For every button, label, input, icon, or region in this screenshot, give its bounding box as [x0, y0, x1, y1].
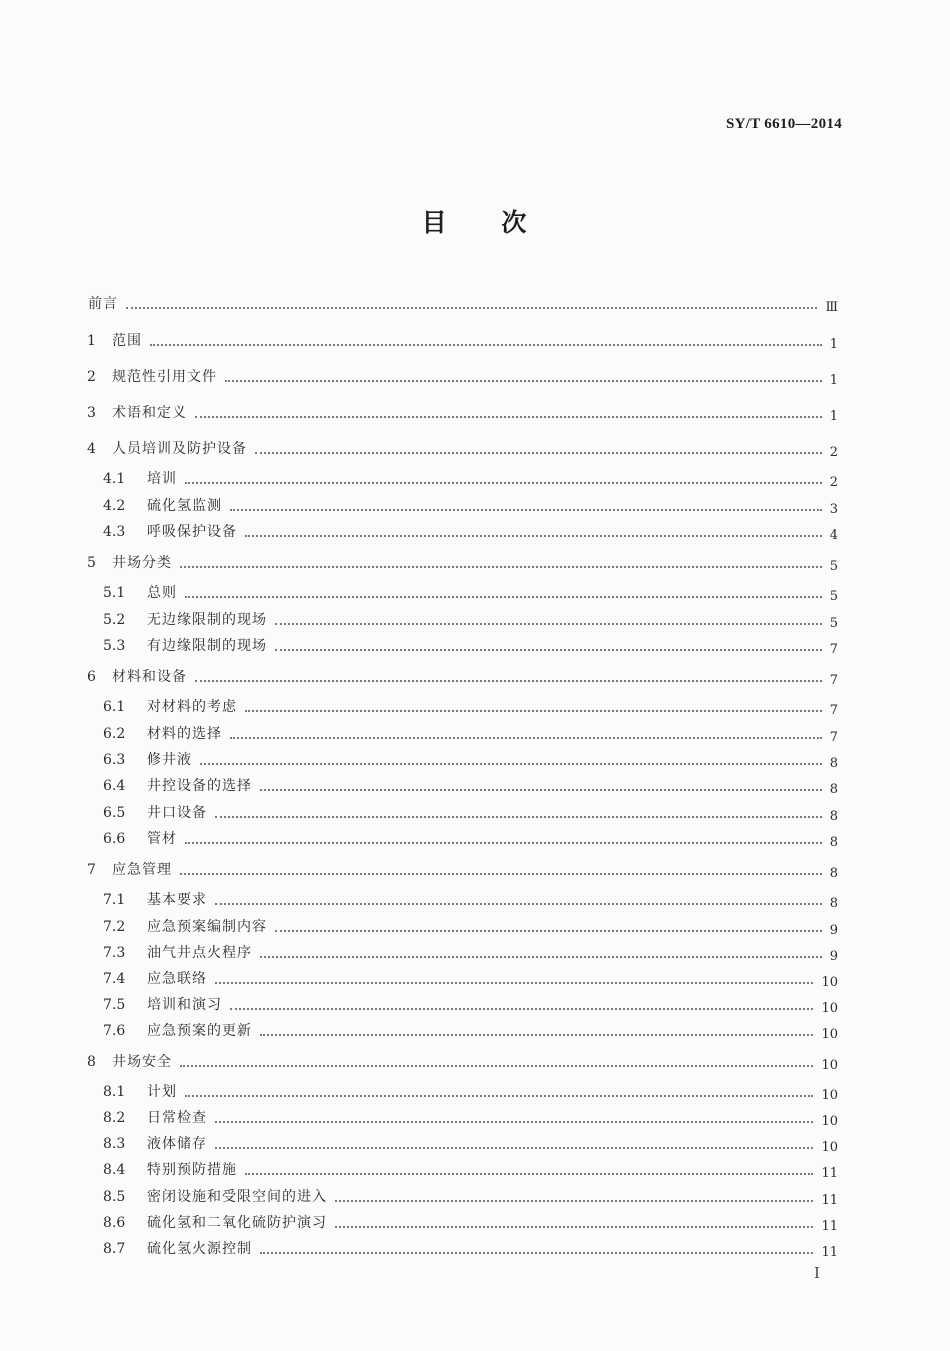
toc-entry[interactable]: [0, 1238, 950, 1260]
toc-entry-page-number: 10: [821, 975, 838, 990]
toc-entry-label: 对材料的考虑: [147, 699, 237, 715]
toc-entry-page-number: 10: [821, 1140, 838, 1155]
toc-entry-page-number: 2: [829, 445, 838, 460]
toc-entry-number: 8: [87, 1054, 96, 1070]
toc-entry[interactable]: [0, 468, 950, 490]
toc-entry-number: 5.3: [103, 638, 126, 654]
toc-entry-label: 总则: [147, 585, 177, 601]
toc-entry-label: 井场分类: [112, 555, 172, 571]
toc-entry-number: 8.6: [103, 1215, 126, 1231]
toc-entry[interactable]: [0, 916, 950, 938]
toc-entry-number: 6.4: [103, 778, 126, 794]
toc-entry-number: 6.3: [103, 752, 126, 768]
dot-leader: [180, 873, 822, 875]
toc-entry[interactable]: [0, 696, 950, 718]
toc-entry[interactable]: [0, 1051, 950, 1073]
dot-leader: [245, 535, 822, 537]
toc-entry-number: 7.3: [103, 945, 126, 961]
toc-entry-label: 培训: [147, 471, 177, 487]
dot-leader: [215, 1147, 813, 1149]
toc-entry-number: 8.5: [103, 1189, 126, 1205]
toc-entry-label: 呼吸保护设备: [147, 524, 237, 540]
toc-entry[interactable]: [0, 366, 950, 388]
dot-leader: [335, 1226, 813, 1228]
toc-entry-number: 7.5: [103, 997, 126, 1013]
toc-entry-label: 井口设备: [147, 805, 207, 821]
dot-leader: [260, 1252, 813, 1254]
toc-entry-label: 应急管理: [112, 862, 172, 878]
toc-entry[interactable]: [0, 749, 950, 771]
dot-leader: [230, 737, 822, 739]
dot-leader: [215, 982, 813, 984]
dot-leader: [245, 1173, 813, 1175]
toc-entry-page-number: 8: [829, 809, 838, 824]
dot-leader: [215, 903, 822, 905]
toc-entry[interactable]: [0, 635, 950, 657]
dot-leader: [215, 816, 822, 818]
toc-entry-page-number: 11: [821, 1245, 838, 1260]
dot-leader: [245, 710, 822, 712]
dot-leader: [335, 1200, 813, 1202]
toc-entry-number: 6: [87, 669, 96, 685]
toc-entry-label: 硫化氢和二氧化硫防护演习: [147, 1215, 327, 1231]
toc-entry-label: 油气井点火程序: [147, 945, 252, 961]
dot-leader: [230, 1008, 813, 1010]
dot-leader: [260, 789, 822, 791]
toc-entry-label: 人员培训及防护设备: [112, 441, 247, 457]
toc-entry-number: 8.2: [103, 1110, 126, 1126]
dot-leader: [275, 649, 822, 651]
toc-entry-page-number: 8: [829, 756, 838, 771]
toc-entry[interactable]: [0, 1020, 950, 1042]
toc-entry-page-number: 11: [821, 1219, 838, 1234]
toc-entry[interactable]: [0, 521, 950, 543]
toc-entry-label: 材料的选择: [147, 726, 222, 742]
dot-leader: [180, 566, 822, 568]
toc-entry-label: 硫化氢火源控制: [147, 1241, 252, 1257]
toc-entry-number: 4.2: [103, 498, 126, 514]
toc-entry-number: 5: [87, 555, 96, 571]
toc-entry[interactable]: [0, 1159, 950, 1181]
toc-entry-number: 4.3: [103, 524, 126, 540]
toc-entry-page-number: 10: [821, 1027, 838, 1042]
toc-entry-label: 计划: [147, 1084, 177, 1100]
toc-entry-label: 应急联络: [147, 971, 207, 987]
toc-entry[interactable]: [0, 1186, 950, 1208]
dot-leader: [230, 509, 822, 511]
toc-entry-number: 3: [87, 405, 96, 421]
toc-entry[interactable]: [0, 582, 950, 604]
toc-entry-page-number: 7: [829, 642, 838, 657]
dot-leader: [275, 930, 822, 932]
toc-entry[interactable]: [0, 1107, 950, 1129]
toc-entry-page-number: 11: [821, 1193, 838, 1208]
dot-leader: [260, 1034, 813, 1036]
page-folio: I: [814, 1264, 820, 1282]
dot-leader: [150, 344, 822, 346]
toc-entry-label: 规范性引用文件: [112, 369, 217, 385]
toc-entry-number: 8.4: [103, 1162, 126, 1178]
toc-entry-label: 培训和演习: [147, 997, 222, 1013]
toc-entry[interactable]: [0, 775, 950, 797]
dot-leader: [215, 1121, 813, 1123]
standard-code: SY/T 6610—2014: [725, 116, 842, 132]
toc-entry-page-number: Ⅲ: [825, 300, 838, 315]
toc-entry-number: 5.1: [103, 585, 126, 601]
toc-entry-page-number: 5: [829, 589, 838, 604]
toc-entry-page-number: 10: [821, 1001, 838, 1016]
toc-entry-page-number: 8: [829, 782, 838, 797]
toc-entry-page-number: 10: [821, 1058, 838, 1073]
toc-entry-number: 1: [87, 333, 96, 349]
toc-entry-label: 有边缘限制的现场: [147, 638, 267, 654]
toc-entry-label: 密闭设施和受限空间的进入: [147, 1189, 327, 1205]
toc-entry-label: 前言: [88, 296, 118, 312]
toc-entry-page-number: 8: [829, 835, 838, 850]
toc-entry-number: 8.7: [103, 1241, 126, 1257]
toc-entry[interactable]: [0, 402, 950, 424]
toc-entry[interactable]: [0, 723, 950, 745]
toc-entry-page-number: 8: [829, 896, 838, 911]
toc-entry-page-number: 7: [829, 730, 838, 745]
toc-entry-page-number: 1: [829, 373, 838, 388]
toc-entry-label: 井场安全: [112, 1054, 172, 1070]
toc-entry[interactable]: [0, 968, 950, 990]
toc-entry[interactable]: [0, 1133, 950, 1155]
dot-leader: [225, 380, 822, 382]
toc-entry-number: 4.1: [103, 471, 126, 487]
toc-entry-label: 硫化氢监测: [147, 498, 222, 514]
dot-leader: [185, 1095, 813, 1097]
toc-entry[interactable]: [0, 495, 950, 517]
toc-entry-page-number: 3: [829, 502, 838, 517]
toc-entry-number: 6.2: [103, 726, 126, 742]
toc-entry[interactable]: [0, 666, 950, 688]
toc-entry-label: 日常检查: [147, 1110, 207, 1126]
toc-entry-number: 7: [87, 862, 96, 878]
toc-entry[interactable]: [0, 828, 950, 850]
toc-entry-number: 5.2: [103, 612, 126, 628]
toc-entry[interactable]: [0, 330, 950, 352]
toc-entry[interactable]: [0, 994, 950, 1016]
toc-entry-label: 应急预案编制内容: [147, 919, 267, 935]
toc-entry-label: 范围: [112, 333, 142, 349]
dot-leader: [275, 623, 822, 625]
toc-entry[interactable]: [0, 438, 950, 460]
toc-entry-label: 修井液: [147, 752, 192, 768]
toc-entry-page-number: 2: [829, 475, 838, 490]
toc-entry-page-number: 7: [829, 673, 838, 688]
toc-entry-number: 6.1: [103, 699, 126, 715]
toc-entry[interactable]: [0, 1081, 950, 1103]
toc-entry-page-number: 9: [829, 923, 838, 938]
dot-leader: [255, 452, 822, 454]
toc-entry-page-number: 4: [829, 528, 838, 543]
dot-leader: [185, 596, 822, 598]
toc-entry-label: 管材: [147, 831, 177, 847]
toc-entry-page-number: 10: [821, 1114, 838, 1129]
toc-entry[interactable]: [0, 942, 950, 964]
toc-entry[interactable]: [0, 552, 950, 574]
toc-entry-page-number: 1: [829, 409, 838, 424]
toc-entry-page-number: 5: [829, 559, 838, 574]
toc-entry[interactable]: [0, 889, 950, 911]
toc-entry-page-number: 7: [829, 703, 838, 718]
toc-entry-number: 7.2: [103, 919, 126, 935]
dot-leader: [260, 956, 822, 958]
toc-entry-label: 基本要求: [147, 892, 207, 908]
toc-entry-number: 8.3: [103, 1136, 126, 1152]
dot-leader: [185, 482, 822, 484]
toc-entry-page-number: 8: [829, 866, 838, 881]
toc-entry-label: 液体储存: [147, 1136, 207, 1152]
toc-entry-number: 6.6: [103, 831, 126, 847]
toc-entry[interactable]: [0, 802, 950, 824]
toc-entry-number: 4: [87, 441, 96, 457]
toc-entry-number: 7.4: [103, 971, 126, 987]
dot-leader: [180, 1065, 813, 1067]
toc-entry[interactable]: [0, 609, 950, 631]
toc-entry-number: 2: [87, 369, 96, 385]
toc-entry-label: 井控设备的选择: [147, 778, 252, 794]
toc-entry-number: 8.1: [103, 1084, 126, 1100]
toc-entry-number: 6.5: [103, 805, 126, 821]
page-title: 目 次: [421, 208, 529, 237]
dot-leader: [126, 307, 817, 309]
toc-entry-label: 应急预案的更新: [147, 1023, 252, 1039]
toc-entry-page-number: 5: [829, 616, 838, 631]
dot-leader: [200, 763, 822, 765]
toc-entry-page-number: 11: [821, 1166, 838, 1181]
toc-entry-label: 材料和设备: [112, 669, 187, 685]
toc-entry-label: 无边缘限制的现场: [147, 612, 267, 628]
toc-entry-page-number: 9: [829, 949, 838, 964]
toc-entry-number: 7.1: [103, 892, 126, 908]
dot-leader: [195, 416, 822, 418]
toc-entry[interactable]: [0, 293, 950, 315]
dot-leader: [195, 680, 822, 682]
toc-entry-number: 7.6: [103, 1023, 126, 1039]
toc-entry-label: 术语和定义: [112, 405, 187, 421]
toc-entry-page-number: 1: [829, 337, 838, 352]
toc-entry[interactable]: [0, 859, 950, 881]
dot-leader: [185, 842, 822, 844]
toc-entry[interactable]: [0, 1212, 950, 1234]
toc-entry-page-number: 10: [821, 1088, 838, 1103]
toc-entry-label: 特别预防措施: [147, 1162, 237, 1178]
